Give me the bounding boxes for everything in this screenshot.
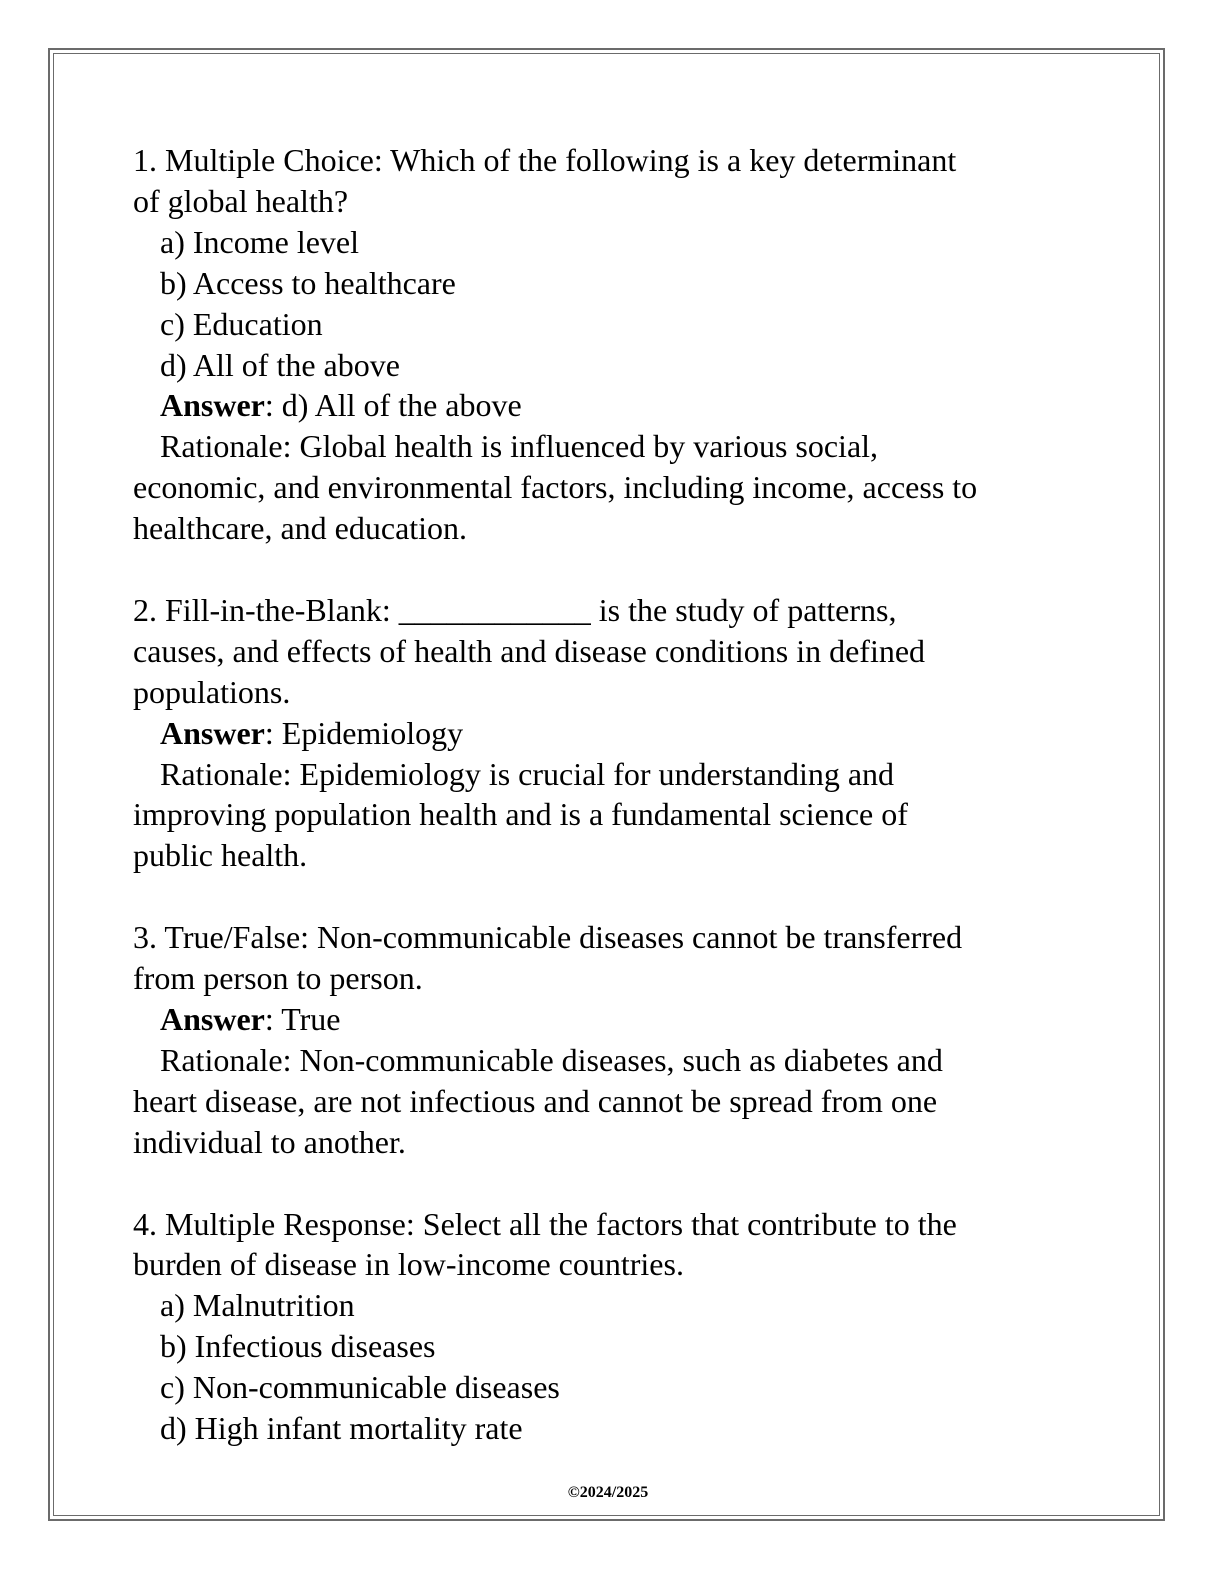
answer-option: b) Infectious diseases [160, 1328, 436, 1365]
answer-option: a) Malnutrition [160, 1287, 355, 1324]
question-stem-line: populations. [133, 673, 291, 710]
answer-line [133, 713, 1093, 754]
answer-value: : d) All of the above [264, 387, 522, 424]
answer-label: Answer [160, 387, 265, 424]
rationale-line: improving population health and is a fundamental science of [133, 796, 908, 833]
copyright-footer: ©2024/2025 [567, 1484, 649, 1501]
answer-label: Answer [160, 1001, 265, 1037]
question-2 [133, 590, 1093, 876]
answer-option: d) All of the above [160, 346, 400, 383]
question-stem-line: of global health? [133, 182, 349, 219]
question-stem-line: 2. Fill-in-the-Blank: ____________ is the study of patterns, [133, 591, 897, 628]
rationale-line: heart disease, are not infectious and cannot be spread from one [133, 1082, 938, 1119]
question-stem-line: 1. Multiple Choice: Which of the following is a key determinant [133, 142, 957, 178]
rationale-line: public health. [133, 837, 308, 874]
answer-line [133, 999, 1093, 1040]
document-content [133, 140, 1093, 1490]
rationale-line: Rationale: Global health is influenced by various social, [160, 428, 879, 465]
question-3 [133, 917, 1093, 1162]
answer-option: a) Income level [160, 223, 359, 260]
rationale-line: Rationale: Non-communicable diseases, such as diabetes and [160, 1041, 943, 1078]
question-stem-line: burden of disease in low-income countries. [133, 1246, 684, 1283]
question-stem-line: causes, and effects of health and disease conditions in defined [133, 632, 926, 669]
rationale-line: economic, and environmental factors, including income, access to [133, 469, 978, 506]
rationale-line: individual to another. [133, 1123, 406, 1160]
question-stem-line: 3. True/False: Non-communicable diseases cannot be transferred [133, 919, 963, 956]
answer-line [133, 385, 1093, 426]
answer-option: c) Education [160, 305, 323, 342]
answer-option: b) Access to healthcare [160, 264, 456, 301]
answer-value: : Epidemiology [264, 714, 464, 751]
question-4 [133, 1204, 1093, 1449]
rationale-line: healthcare, and education. [133, 510, 468, 547]
answer-value: : True [264, 1001, 341, 1037]
answer-option: d) High infant mortality rate [160, 1410, 523, 1447]
answer-label: Answer [160, 714, 265, 751]
answer-option: c) Non-communicable diseases [160, 1369, 560, 1406]
question-stem-line: from person to person. [133, 960, 423, 997]
rationale-line: Rationale: Epidemiology is crucial for understanding and [160, 755, 895, 792]
question-1 [133, 140, 1093, 549]
question-stem-line: 4. Multiple Response: Select all the factors that contribute to the [133, 1205, 957, 1242]
